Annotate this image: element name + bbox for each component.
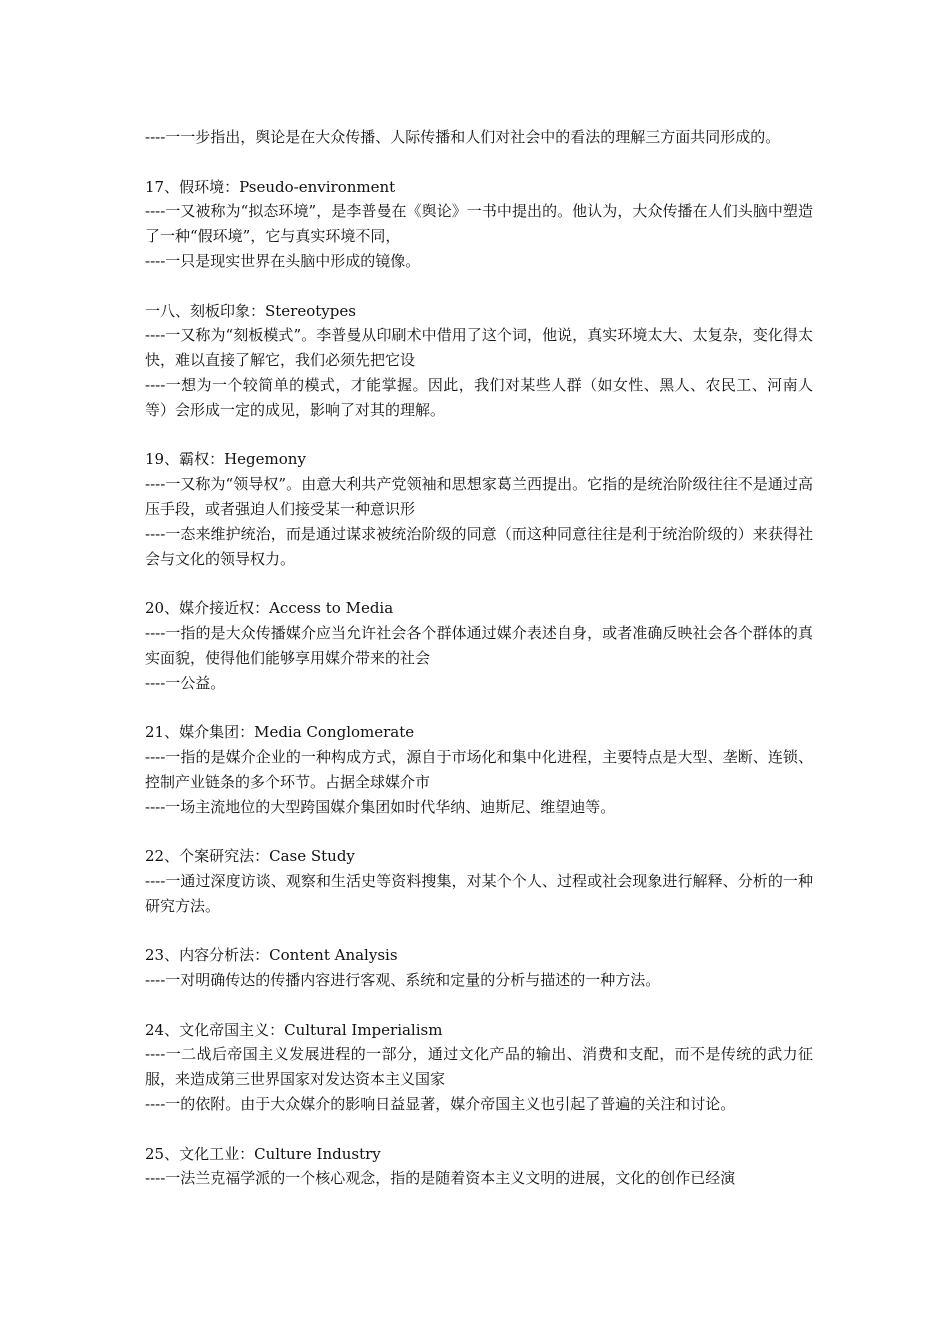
paragraph-line: ----一一步指出，舆论是在大众传播、人际传播和人们对社会中的看法的理解三方面共同形成的。	[145, 128, 781, 146]
paragraph-line: ----一只是现实世界在头脑中形成的镜像。	[145, 251, 421, 270]
entry-20-access-to-media	[145, 596, 813, 695]
entry-title: 22、个案研究法：Case Study	[145, 847, 355, 866]
entry-title: 25、文化工业：Culture Industry	[145, 1144, 381, 1163]
paragraph-line: ----一对明确传达的传播内容进行客观、系统和定量的分析与描述的一种方法。	[145, 971, 661, 990]
entry-18-stereotypes	[145, 299, 813, 423]
paragraph-line: ----一二战后帝国主义发展进程的一部分，通过文化产品的输出、消费和支配，而不是传统的武力征服，来造成第三世界国家对发达资本主义国家	[145, 1045, 813, 1089]
entry-title: 19、霸权：Hegemony	[145, 450, 306, 469]
document-body	[145, 125, 813, 1216]
intro-paragraph	[145, 125, 813, 150]
entry-title: 21、媒介集团：Media Conglomerate	[145, 723, 415, 742]
paragraph-line: ----一公益。	[145, 673, 226, 692]
paragraph-line: ----一又称为“刻板模式”。李普曼从印刷术中借用了这个词，他说，真实环境太大、太复杂，变化得太快，难以直接了解它，我们必须先把它设	[145, 326, 813, 370]
entry-title: 24、文化帝国主义：Cultural Imperialism	[145, 1020, 443, 1039]
entry-22-case-study	[145, 844, 813, 918]
paragraph-line: ----一想为一个较简单的模式，才能掌握。因此，我们对某些人群（如女性、黑人、农民工、河南人等）会形成一定的成见，影响了对其的理解。	[145, 375, 813, 419]
paragraph-line: ----一态来维护统治，而是通过谋求被统治阶级的同意（而这种同意往往是利于统治阶级的）来获得社会与文化的领导权力。	[145, 524, 813, 568]
paragraph-line: ----一又被称为“拟态环境”，是李普曼在《舆论》一书中提出的。他认为，大众传播在人们头脑中塑造了一种“假环境”，它与真实环境不同，	[145, 202, 813, 246]
entry-title: 一八、刻板印象：Stereotypes	[145, 301, 356, 320]
entry-title: 23、内容分析法：Content Analysis	[145, 946, 398, 965]
paragraph-line: ----一指的是大众传播媒介应当允许社会各个群体通过媒介表述自身，或者准确反映社会各个群体的真实面貌，使得他们能够享用媒介带来的社会	[145, 623, 813, 667]
entry-24-cultural-imperialism	[145, 1018, 813, 1117]
entry-25-culture-industry	[145, 1142, 813, 1192]
paragraph-line: ----一又称为“领导权”。由意大利共产党领袖和思想家葛兰西提出。它指的是统治阶级往往不是通过高压手段，或者强迫人们接受某一种意识形	[145, 475, 813, 518]
entry-title: 20、媒介接近权：Access to Media	[145, 599, 394, 618]
paragraph-line: ----一场主流地位的大型跨国媒介集团如时代华纳、迪斯尼、维望迪等。	[145, 797, 616, 816]
entry-19-hegemony	[145, 447, 813, 571]
entry-21-media-conglomerate	[145, 720, 813, 819]
paragraph-line: ----一通过深度访谈、观察和生活史等资料搜集，对某个个人、过程或社会现象进行解释、分析的一种研究方法。	[145, 871, 813, 915]
paragraph-line: ----一的依附。由于大众媒介的影响日益显著，媒介帝国主义也引起了普遍的关注和讨论。	[145, 1095, 736, 1114]
entry-23-content-analysis	[145, 943, 813, 993]
paragraph-line: ----一指的是媒介企业的一种构成方式，源自于市场化和集中化进程，主要特点是大型、垄断、连锁、控制产业链条的多个环节。占据全球媒介市	[145, 747, 813, 791]
entry-title: 17、假环境：Pseudo-environment	[145, 177, 396, 196]
paragraph-line: ----一法兰克福学派的一个核心观念，指的是随着资本主义文明的进展，文化的创作已经演	[145, 1169, 736, 1188]
entry-17-pseudo-environment	[145, 175, 813, 274]
